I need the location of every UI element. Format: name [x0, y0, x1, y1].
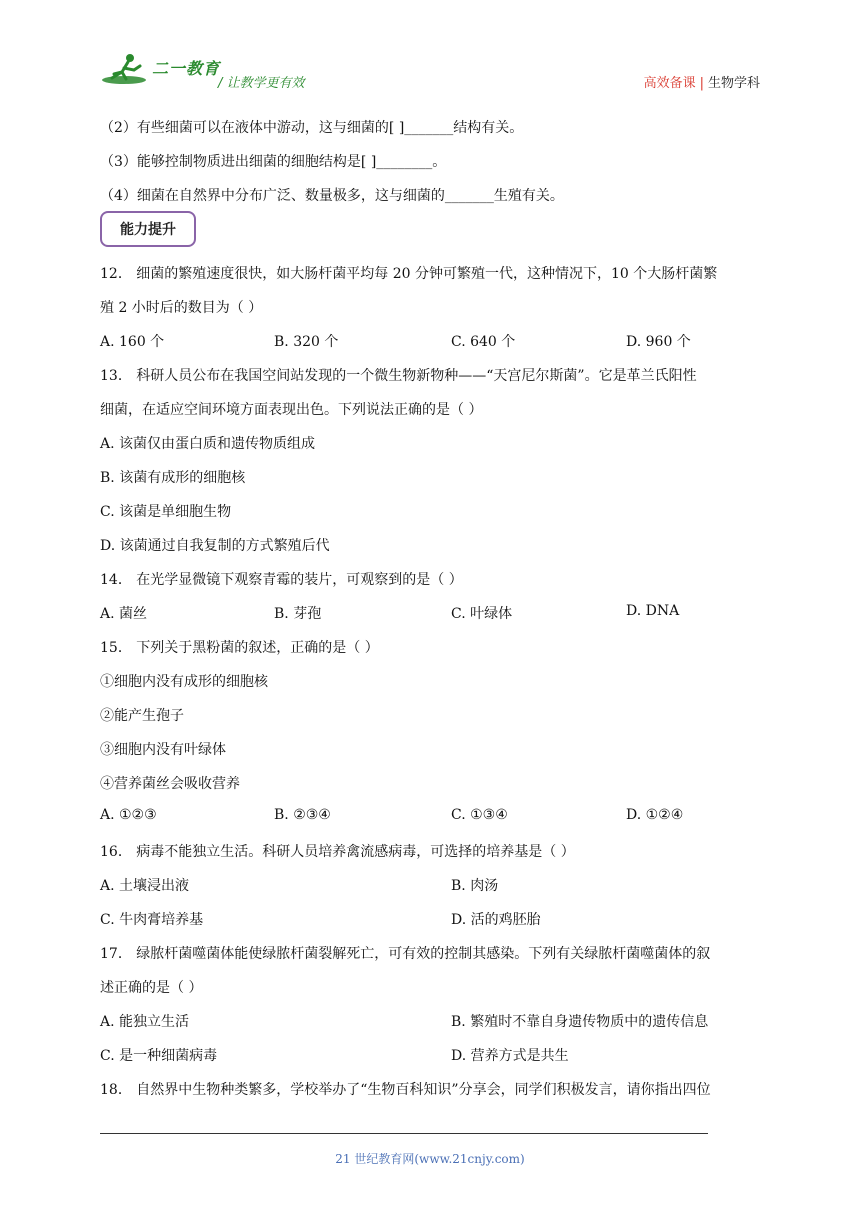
section-badge: 能力提升 [100, 211, 196, 247]
question-18-text: 18． 自然界中生物种类繁多，学校举办了“生物百科知识”分享会，同学们积极发言，请你指出四位 [100, 1082, 711, 1098]
option[interactable]: C. 是一种细菌病毒 [100, 1048, 218, 1064]
option[interactable]: D. 960 个 [626, 334, 691, 350]
question-14-text: 14． 在光学显微镜下观察青霉的装片，可观察到的是（ ） [100, 572, 463, 588]
intro-line: （2）有些细菌可以在液体中游动，这与细菌的[ ]_______结构有关。 [100, 120, 524, 136]
option[interactable]: D. DNA [626, 603, 680, 619]
question-12-text: 殖 2 小时后的数目为（ ） [100, 300, 263, 316]
footer-divider [100, 1133, 708, 1134]
question-17-text: 17． 绿脓杆菌噬菌体能使绿脓杆菌裂解死亡，可有效的控制其感染。下列有关绿脓杆菌噬菌体的叙 [100, 946, 711, 962]
header-subject-name: 生物学科 [707, 76, 760, 91]
question-15-text: 15． 下列关于黑粉菌的叙述，正确的是（ ） [100, 640, 379, 656]
option[interactable]: D. 活的鸡胚胎 [451, 912, 541, 928]
option[interactable]: C. 叶绿体 [451, 606, 513, 622]
option[interactable]: C. 该菌是单细胞生物 [100, 504, 232, 520]
option[interactable]: A. 菌丝 [100, 606, 148, 622]
statement: ①细胞内没有成形的细胞核 [100, 674, 268, 690]
header-tagline: 高效备课 [643, 76, 696, 91]
option[interactable]: B. ②③④ [274, 807, 331, 823]
option[interactable]: A. 能独立生活 [100, 1014, 190, 1030]
question-13-text: 细菌，在适应空间环境方面表现出色。下列说法正确的是（ ） [100, 402, 483, 418]
header-subject [644, 72, 760, 91]
option[interactable]: A. 土壤浸出液 [100, 878, 190, 894]
option[interactable]: B. 繁殖时不靠自身遗传物质中的遗传信息 [451, 1014, 709, 1030]
option[interactable]: B. 该菌有成形的细胞核 [100, 470, 246, 486]
slogan: / 让教学更有效 [218, 76, 305, 91]
option[interactable]: D. 营养方式是共生 [451, 1048, 569, 1064]
question-16-text: 16． 病毒不能独立生活。科研人员培养禽流感病毒，可选择的培养基是（ ） [100, 844, 575, 860]
statement: ②能产生孢子 [100, 708, 184, 724]
option[interactable]: B. 肉汤 [451, 878, 499, 894]
footer-source[interactable]: 21 世纪教育网(www.21cnjy.com) [335, 1152, 525, 1166]
statement: ③细胞内没有叶绿体 [100, 742, 226, 758]
intro-line: （3）能够控制物质进出细菌的细胞结构是[ ]________。 [100, 154, 447, 170]
page-header [100, 50, 760, 100]
question-17-options [100, 1011, 760, 1031]
option[interactable]: A. 该菌仅由蛋白质和遗传物质组成 [100, 436, 316, 452]
question-16-options [100, 909, 760, 929]
statement: ④营养菌丝会吸收营养 [100, 776, 240, 792]
option[interactable]: B. 芽孢 [274, 606, 322, 622]
question-12-text: 12． 细菌的繁殖速度很快，如大肠杆菌平均每 20 分钟可繁殖一代，这种情况下，10 个大肠杆菌繁 [100, 266, 718, 282]
option[interactable]: C. ①③④ [451, 807, 508, 823]
question-17-text: 述正确的是（ ） [100, 980, 203, 996]
option[interactable]: D. 该菌通过自我复制的方式繁殖后代 [100, 538, 330, 554]
option[interactable]: B. 320 个 [274, 334, 339, 350]
question-15-options [100, 807, 760, 827]
header-separator: | [699, 76, 704, 91]
runner-logo-icon [100, 52, 152, 86]
intro-line: （4）细菌在自然界中分布广泛、数量极多，这与细菌的_______生殖有关。 [100, 188, 564, 204]
option[interactable]: D. ①②④ [626, 807, 684, 823]
option[interactable]: C. 640 个 [451, 334, 516, 350]
question-13-text: 13． 科研人员公布在我国空间站发现的一个微生物新物种——“天宫尼尔斯菌”。它是革兰氏阳性 [100, 368, 697, 384]
question-12-options [100, 331, 760, 351]
question-16-options [100, 875, 760, 895]
option[interactable]: A. 160 个 [100, 334, 165, 350]
question-17-options [100, 1045, 760, 1065]
option[interactable]: C. 牛肉膏培养基 [100, 912, 204, 928]
logo-text: 二一教育 [152, 59, 221, 78]
option[interactable]: A. ①②③ [100, 807, 157, 823]
question-14-options [100, 603, 760, 623]
